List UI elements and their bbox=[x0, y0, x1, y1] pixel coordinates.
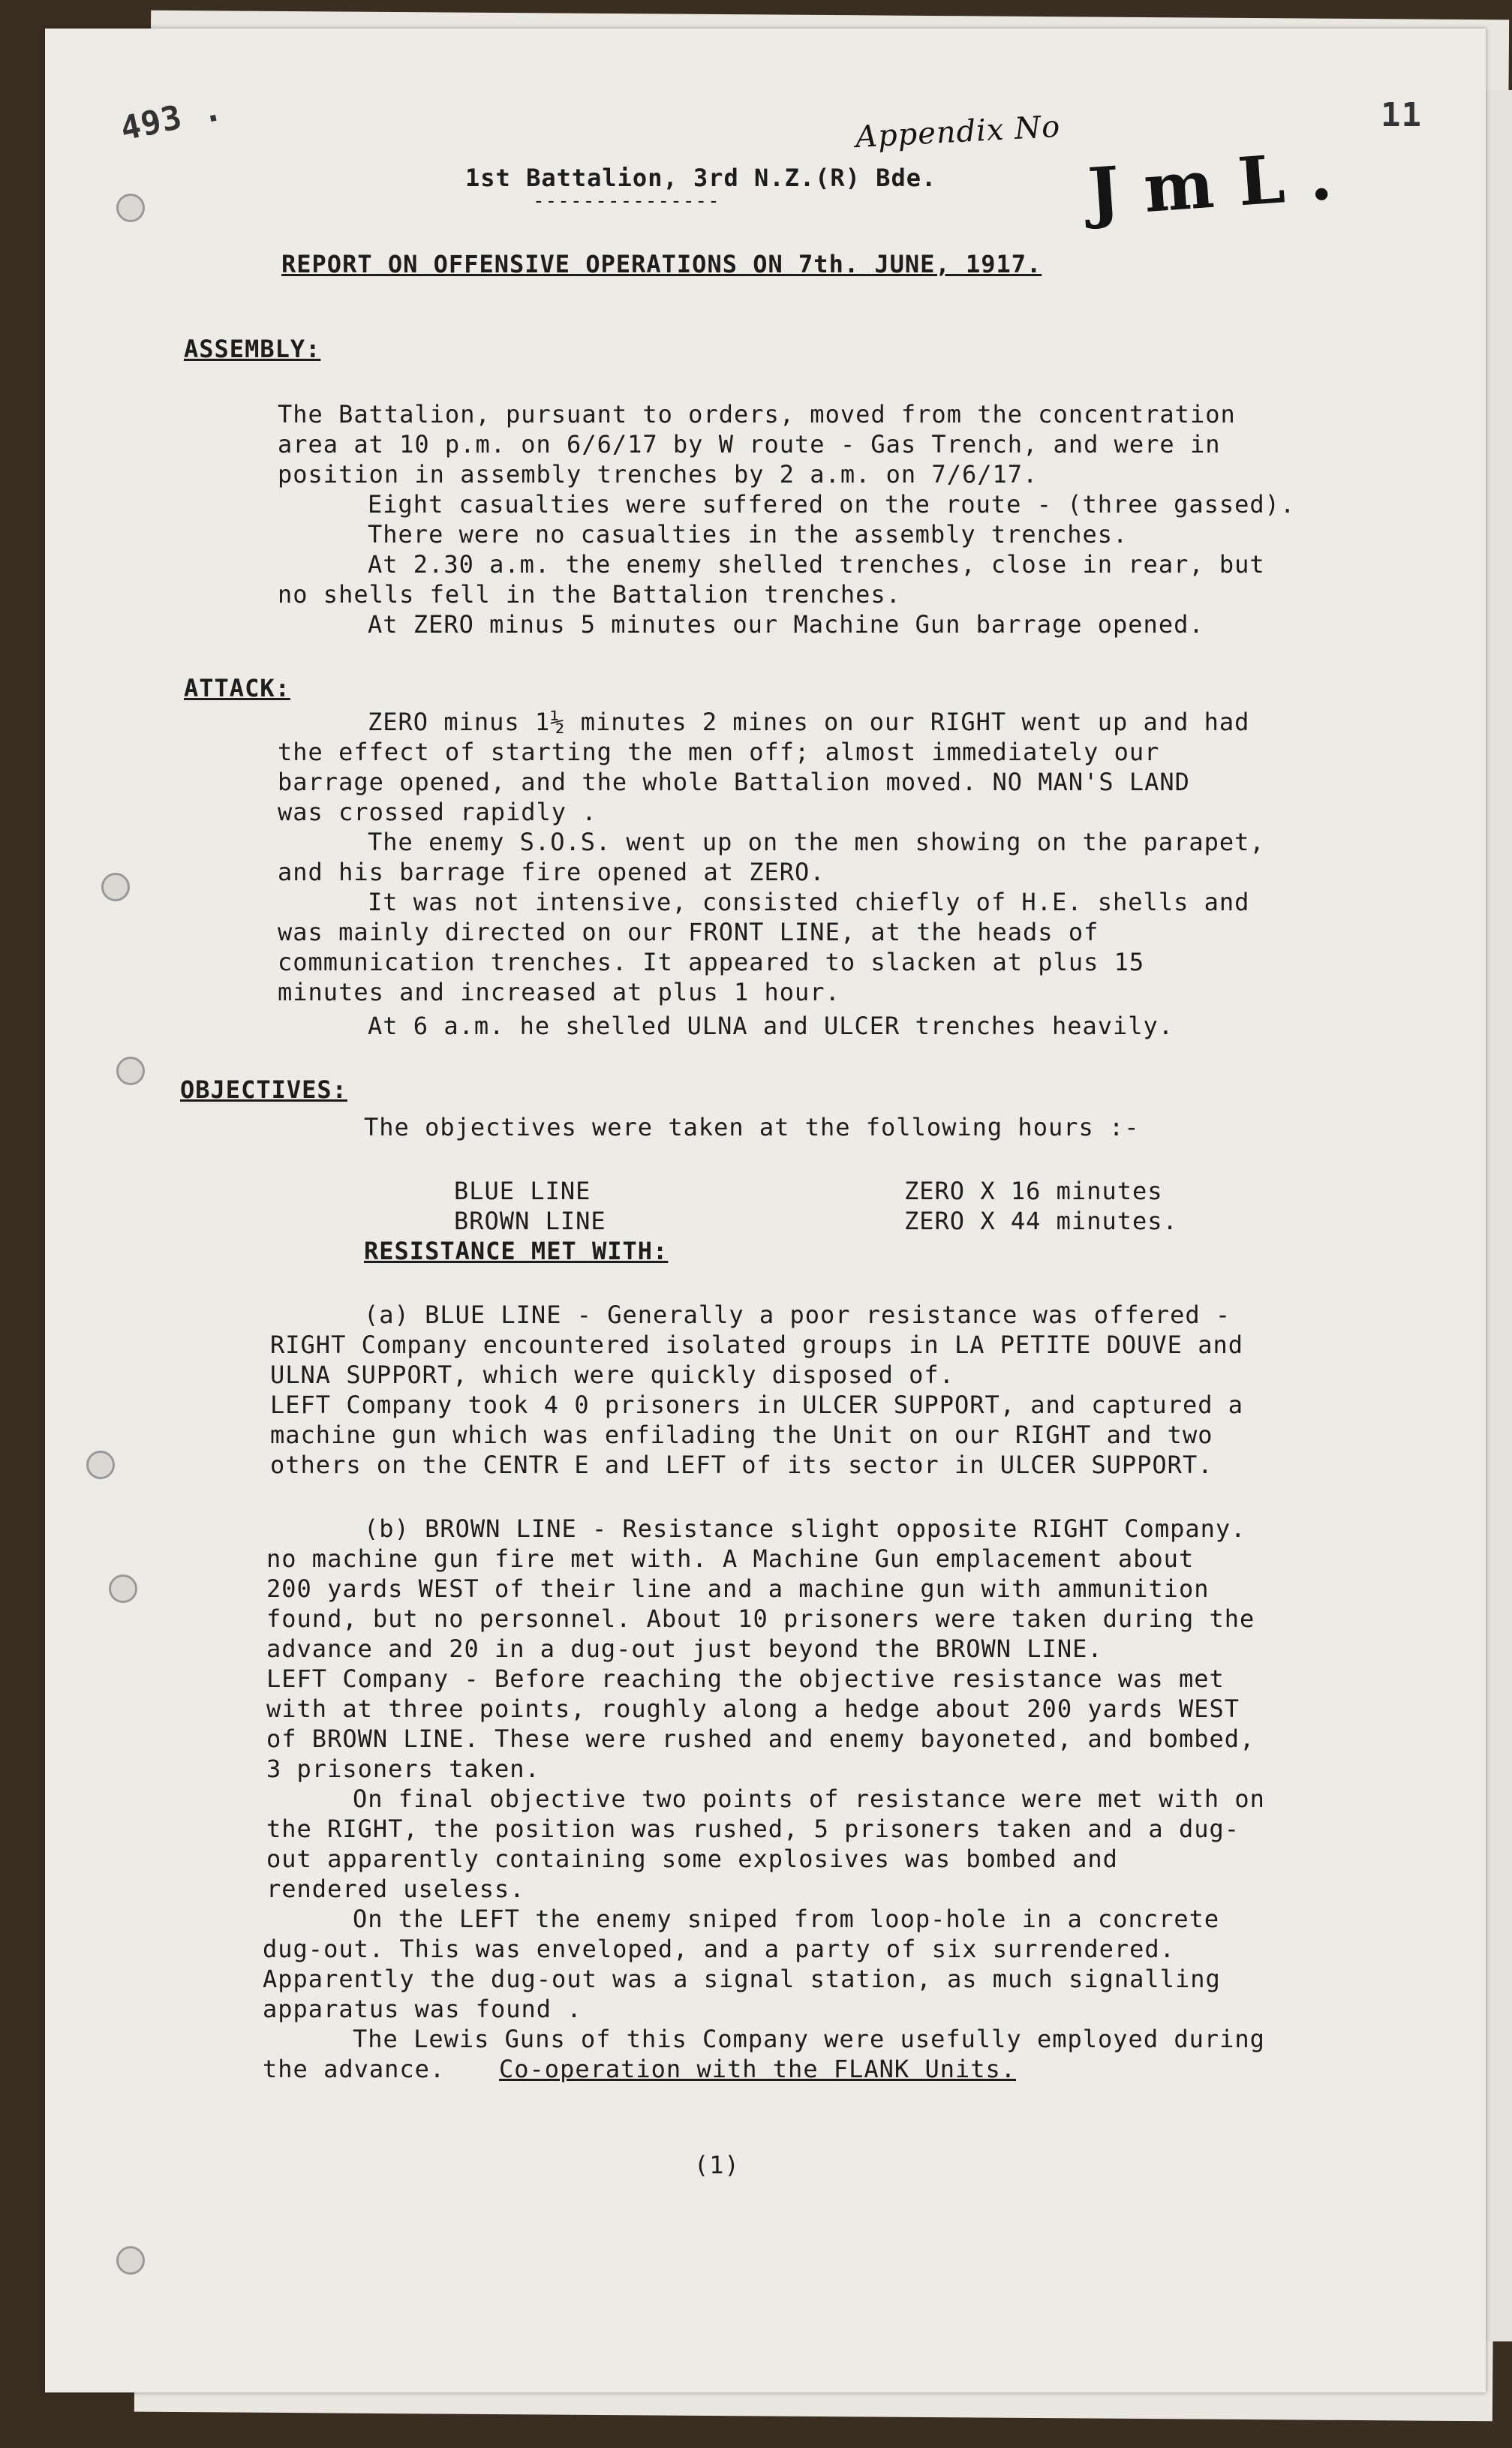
punch-hole bbox=[116, 2246, 145, 2275]
brown-line-text: found, but no personnel. About 10 prisoners were taken during the bbox=[266, 1604, 1255, 1633]
resistance-heading: RESISTANCE MET WITH: bbox=[364, 1237, 669, 1265]
appendix-label: Appendix No bbox=[854, 109, 1062, 155]
archive-number-stamp: 493 . bbox=[117, 89, 227, 149]
punch-hole bbox=[101, 873, 130, 901]
header-rule: --------------- bbox=[533, 190, 720, 212]
blue-line-text: others on the CENTR E and LEFT of its sector in ULCER SUPPORT. bbox=[270, 1451, 1213, 1479]
assembly-line: At ZERO minus 5 minutes our Machine Gun barrage opened. bbox=[368, 610, 1204, 639]
footer-page-number: (1) bbox=[694, 2151, 740, 2179]
brown-line-text: 200 yards WEST of their line and a machine gun with ammunition bbox=[266, 1574, 1210, 1603]
objectives-intro: The objectives were taken at the following hours :- bbox=[364, 1113, 1140, 1141]
brown-line-text: the RIGHT, the position was rushed, 5 prisoners taken and a dug- bbox=[266, 1815, 1240, 1843]
attack-line: It was not intensive, consisted chiefly of H.E. shells and bbox=[368, 888, 1250, 916]
page-number: 11 bbox=[1381, 96, 1422, 134]
brown-line-text: dug-out. This was enveloped, and a party of six surrendered. bbox=[263, 1935, 1175, 1963]
blue-line-text: ULNA SUPPORT, which were quickly disposed of. bbox=[270, 1361, 954, 1389]
cooperation-heading: Co-operation with the FLANK Units. bbox=[499, 2055, 1017, 2083]
assembly-line: At 2.30 a.m. the enemy shelled trenches, close in rear, but bbox=[368, 550, 1265, 579]
attack-line: was crossed rapidly . bbox=[278, 798, 597, 826]
brown-line-text: out apparently containing some explosives was bombed and bbox=[266, 1845, 1118, 1873]
assembly-line: There were no casualties in the assembly trenches. bbox=[368, 520, 1129, 549]
brown-line-text: no machine gun fire met with. A Machine Gun emplacement about bbox=[266, 1544, 1195, 1573]
attack-line: communication trenches. It appeared to slacken at plus 15 bbox=[278, 948, 1145, 976]
brown-line-text: On the LEFT the enemy sniped from loop-hole in a concrete bbox=[353, 1905, 1220, 1933]
brown-line-text: On final objective two points of resistance were met with on bbox=[353, 1785, 1265, 1813]
assembly-line: area at 10 p.m. on 6/6/17 by W route - Gas Trench, and were in bbox=[278, 430, 1221, 459]
attack-line: and his barrage fire opened at ZERO. bbox=[278, 858, 825, 886]
handwritten-appendix-mark: J m L . bbox=[1085, 136, 1336, 232]
objective-line-time: ZERO X 44 minutes. bbox=[904, 1207, 1178, 1235]
punch-hole bbox=[116, 1057, 145, 1085]
report-title: REPORT ON OFFENSIVE OPERATIONS ON 7th. JUNE, 1917. bbox=[281, 250, 1042, 278]
attack-line: At 6 a.m. he shelled ULNA and ULCER trenches heavily. bbox=[368, 1012, 1174, 1040]
brown-line-text: of BROWN LINE. These were rushed and enemy bayoneted, and bombed, bbox=[266, 1725, 1255, 1753]
punch-hole bbox=[109, 1574, 137, 1603]
unit-header: 1st Battalion, 3rd N.Z.(R) Bde. bbox=[465, 164, 937, 192]
blue-line-text: machine gun which was enfilading the Unit on our RIGHT and two bbox=[270, 1421, 1213, 1449]
objectives-heading: OBJECTIVES: bbox=[180, 1075, 347, 1104]
objective-line-time: ZERO X 16 minutes bbox=[904, 1177, 1163, 1205]
assembly-line: The Battalion, pursuant to orders, moved from the concentration bbox=[278, 400, 1236, 429]
objective-line-name: BLUE LINE bbox=[454, 1177, 591, 1205]
assembly-heading: ASSEMBLY: bbox=[184, 335, 321, 363]
assembly-line: no shells fell in the Battalion trenches. bbox=[278, 580, 901, 609]
brown-line-text: rendered useless. bbox=[266, 1875, 525, 1903]
assembly-line: position in assembly trenches by 2 a.m. on 7/6/17. bbox=[278, 460, 1039, 489]
punch-hole bbox=[116, 194, 145, 222]
brown-line-text: Apparently the dug-out was a signal station, as much signalling bbox=[263, 1965, 1221, 1993]
brown-line-text: with at three points, roughly along a hedge about 200 yards WEST bbox=[266, 1695, 1240, 1723]
assembly-line: Eight casualties were suffered on the route - (three gassed). bbox=[368, 490, 1296, 519]
punch-hole bbox=[86, 1451, 115, 1479]
blue-line-text: RIGHT Company encountered isolated groups in LA PETITE DOUVE and bbox=[270, 1331, 1243, 1359]
document-page bbox=[45, 29, 1486, 2392]
brown-line-text: (b) BROWN LINE - Resistance slight opposite RIGHT Company. bbox=[364, 1514, 1246, 1543]
attack-line: ZERO minus 1½ minutes 2 mines on our RIGHT went up and had bbox=[368, 708, 1250, 736]
brown-line-text: 3 prisoners taken. bbox=[266, 1755, 540, 1783]
attack-heading: ATTACK: bbox=[184, 674, 290, 702]
brown-line-text: advance and 20 in a dug-out just beyond the BROWN LINE. bbox=[266, 1635, 1103, 1663]
attack-line: minutes and increased at plus 1 hour. bbox=[278, 978, 840, 1006]
blue-line-text: LEFT Company took 4 0 prisoners in ULCER SUPPORT, and captured a bbox=[270, 1391, 1243, 1419]
brown-line-text: LEFT Company - Before reaching the objective resistance was met bbox=[266, 1665, 1225, 1693]
blue-line-text: (a) BLUE LINE - Generally a poor resistance was offered - bbox=[364, 1301, 1231, 1329]
objective-line-name: BROWN LINE bbox=[454, 1207, 606, 1235]
attack-line: The enemy S.O.S. went up on the men showing on the parapet, bbox=[368, 828, 1265, 856]
brown-line-text: The Lewis Guns of this Company were usefully employed during bbox=[353, 2025, 1265, 2053]
attack-line: barrage opened, and the whole Battalion moved. NO MAN'S LAND bbox=[278, 768, 1190, 796]
attack-line: was mainly directed on our FRONT LINE, at the heads of bbox=[278, 918, 1099, 946]
attack-line: the effect of starting the men off; almost immediately our bbox=[278, 738, 1160, 766]
brown-line-text: the advance. bbox=[263, 2055, 446, 2083]
brown-line-text: apparatus was found . bbox=[263, 1995, 582, 2023]
